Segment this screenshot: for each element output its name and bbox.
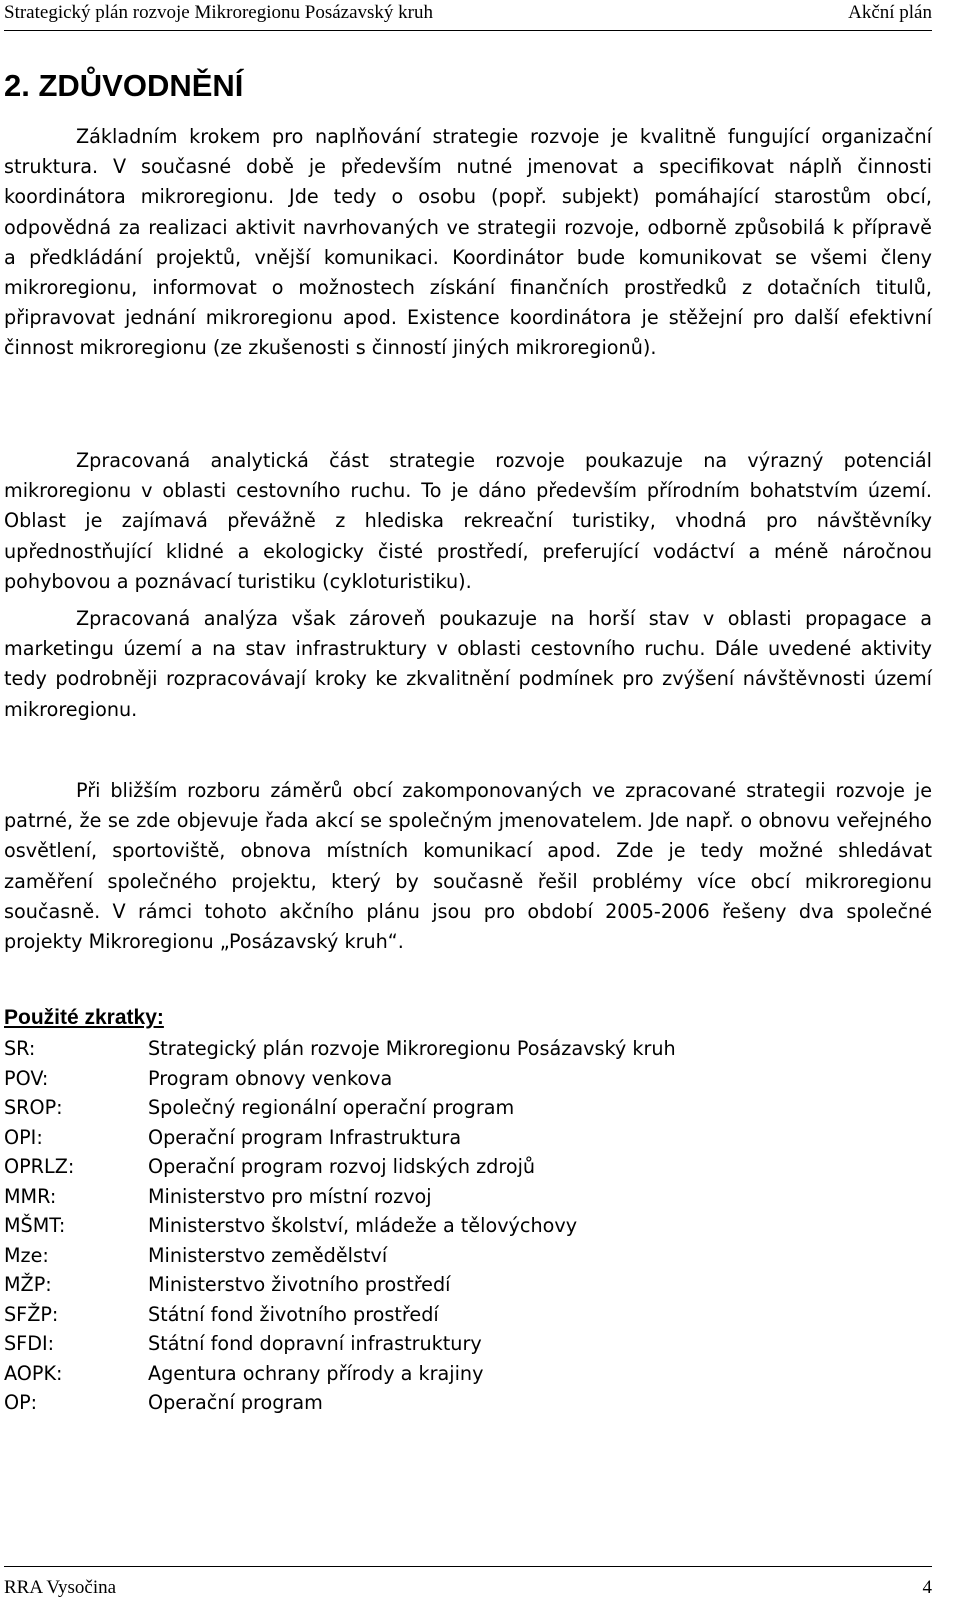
paragraph-block-4 [4, 776, 932, 957]
abbreviation-meaning: Operační program Infrastruktura [148, 1125, 462, 1149]
header-document-title: Strategický plán rozvoje Mikroregionu Posázavský kruh [4, 2, 433, 23]
abbreviation-row [4, 1182, 676, 1212]
abbreviation-meaning: Ministerstvo školství, mládeže a tělovýchovy [148, 1214, 578, 1237]
abbreviation-code: SFDI: [4, 1332, 55, 1355]
abbreviation-row [4, 1152, 676, 1182]
abbreviations-list [4, 1034, 676, 1418]
abbreviation-row [4, 1064, 676, 1094]
section-title: 2. ZDŮVODNĚNÍ [4, 68, 244, 103]
abbreviation-row [4, 1329, 676, 1359]
abbreviation-code: SROP: [4, 1096, 63, 1119]
header-section-name: Akční plán [848, 2, 932, 23]
paragraph-tourism-potential: Zpracovaná analytická část strategie rozvoje poukazuje na výrazný potenciál mikroregionu v oblasti cestovního ruchu. To je dáno především přírodním bohatstvím území. Oblast je zajímavá převážně z hlediska rekreační turistiky, vhodná pro návštěvníky upřednostňující klidné a ekologicky čisté prostředí, preferující vodáctví a méně náročnou pohybovou a poznávací turistiku (cykloturistiku). [4, 449, 932, 593]
abbreviation-row [4, 1388, 676, 1418]
abbreviation-meaning: Ministerstvo životního prostředí [148, 1273, 451, 1296]
paragraph-block-2 [4, 446, 932, 597]
abbreviation-meaning: Program obnovy venkova [148, 1066, 393, 1090]
abbreviation-row [4, 1123, 676, 1153]
abbreviation-code: MŠMT: [4, 1214, 66, 1237]
paragraph-block-3 [4, 604, 932, 725]
abbreviation-meaning: Agentura ochrany přírody a krajiny [148, 1361, 484, 1385]
abbreviation-row [4, 1034, 676, 1064]
abbreviations-heading: Použité zkratky: [4, 1006, 164, 1029]
abbreviation-meaning: Státní fond dopravní infrastruktury [148, 1332, 482, 1355]
abbreviation-code: OPI: [4, 1125, 43, 1149]
abbreviation-row [4, 1093, 676, 1123]
page-number: 4 [922, 1577, 932, 1598]
abbreviation-row [4, 1241, 676, 1271]
abbreviation-meaning: Ministerstvo pro místní rozvoj [148, 1184, 432, 1208]
abbreviation-meaning: Ministerstvo zemědělství [148, 1243, 388, 1267]
abbreviation-code: SR: [4, 1037, 36, 1060]
abbreviation-code: POV: [4, 1066, 49, 1090]
footer-organization: RRA Vysočina [4, 1577, 117, 1598]
abbreviation-code: OPRLZ: [4, 1155, 75, 1178]
paragraph-marketing: Zpracovaná analýza však zároveň poukazuje na horší stav v oblasti propagace a marketingu území a na stav infrastruktury v oblasti cestovního ruchu. Dále uvedené aktivity tedy podrobněji rozpracovávají kroky ke zkvalitnění podmínek pro zvýšení návštěvnosti území mikroregionu. [4, 607, 932, 721]
page-header [4, 0, 932, 31]
abbreviation-row [4, 1270, 676, 1300]
abbreviation-meaning: Společný regionální operační program [148, 1096, 515, 1119]
paragraph-block-1 [4, 122, 932, 364]
abbreviation-row [4, 1359, 676, 1389]
abbreviation-meaning: Operační program rozvoj lidských zdrojů [148, 1155, 536, 1178]
abbreviation-code: OP: [4, 1391, 38, 1414]
abbreviation-row [4, 1300, 676, 1330]
abbreviation-code: Mze: [4, 1243, 49, 1267]
page-footer [4, 1566, 932, 1617]
abbreviation-meaning: Státní fond životního prostředí [148, 1302, 439, 1326]
abbreviation-meaning: Operační program [148, 1391, 323, 1414]
abbreviation-code: MMR: [4, 1184, 57, 1208]
abbreviation-code: AOPK: [4, 1361, 63, 1385]
paragraph-joint-projects: Při bližším rozboru záměrů obcí zakomponovaných ve zpracované strategii rozvoje je patrné, že se zde objevuje řada akcí se společným jmenovatelem. Jde např. o obnovu veřejného osvětlení, sportoviště, obnova místních komunikací apod. Zde je tedy možné shledávat zaměření společného projektu, který by současně řešil problémy více obcí mikroregionu současně. V rámci tohoto akčního plánu jsou pro období 2005-2006 řešeny dva společné projekty Mikroregionu „Posázavský kruh“. [4, 779, 932, 954]
abbreviation-code: SFŽP: [4, 1302, 59, 1326]
abbreviation-meaning: Strategický plán rozvoje Mikroregionu Posázavský kruh [148, 1037, 676, 1060]
paragraph-coordinator: Základním krokem pro naplňování strategie rozvoje je kvalitně fungující organizační struktura. V současné době je především nutné jmenovat a specifikovat náplň činnosti koordinátora mikroregionu. Jde tedy o osobu (popř. subjekt) pomáhající starostům obcí, odpovědná za realizaci aktivit navrhovaných ve strategii rozvoje, odborně způsobilá k přípravě a předkládání projektů, vnější komunikaci. Koordinátor bude komunikovat se všemi členy mikroregionu, informovat o možnostech získání finančních prostředků z dotačních titulů, připravovat jednání mikroregionu apod. Existence koordinátora je stěžejní pro další efektivní činnost mikroregionu (ze zkušenosti s činností jiných mikroregionů). [4, 125, 932, 360]
abbreviation-code: MŽP: [4, 1273, 52, 1296]
abbreviation-row [4, 1211, 676, 1241]
